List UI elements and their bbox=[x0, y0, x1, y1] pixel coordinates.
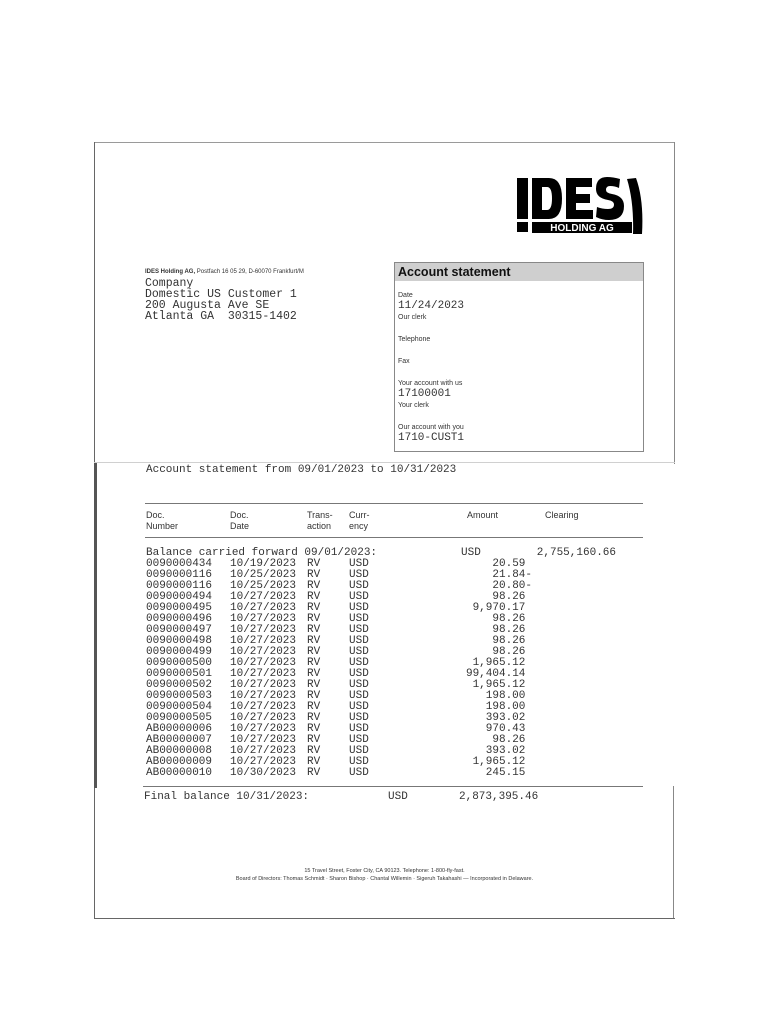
row-doc-number: 0090000503 bbox=[146, 690, 213, 702]
row-currency: USD bbox=[349, 646, 369, 658]
statement-info-box bbox=[394, 262, 644, 452]
row-doc-number: 0090000497 bbox=[146, 624, 213, 636]
row-doc-number: AB00000009 bbox=[146, 756, 213, 768]
row-doc-number: 0090000501 bbox=[146, 668, 213, 680]
row-doc-number: 0090000116 bbox=[146, 580, 213, 592]
col-currency bbox=[349, 510, 370, 532]
row-doc-number: 0090000495 bbox=[146, 602, 213, 614]
row-amount: 20.80- bbox=[492, 580, 532, 592]
balance-forward-amount: 2,755,160.66 bbox=[536, 547, 616, 559]
row-doc-number: 0090000505 bbox=[146, 712, 213, 724]
row-currency: USD bbox=[349, 635, 369, 647]
final-balance-label: Final balance 10/31/2023: bbox=[144, 791, 310, 803]
row-doc-number: 0090000496 bbox=[146, 613, 213, 625]
row-doc-date: 10/27/2023 bbox=[230, 745, 297, 757]
page-border-left-accent bbox=[94, 462, 97, 788]
row-amount: 98.26 bbox=[492, 646, 532, 658]
row-currency: USD bbox=[349, 657, 369, 669]
sender-line bbox=[145, 269, 304, 275]
row-currency: USD bbox=[349, 613, 369, 625]
row-transaction: RV bbox=[307, 602, 321, 614]
row-currency: USD bbox=[349, 723, 369, 735]
row-amount: 198.00 bbox=[485, 690, 532, 702]
statement-period: Account statement from 09/01/2023 to 10/31/2023 bbox=[146, 464, 457, 476]
row-transaction: RV bbox=[307, 723, 321, 735]
row-currency: USD bbox=[349, 591, 369, 603]
balance-forward-currency: USD bbox=[461, 547, 481, 559]
row-doc-number: 0090000498 bbox=[146, 635, 213, 647]
our-account-label: Our account with you bbox=[398, 424, 464, 431]
row-currency: USD bbox=[349, 745, 369, 757]
row-doc-number: 0090000116 bbox=[146, 569, 213, 581]
final-balance bbox=[144, 791, 564, 803]
row-amount: 198.00 bbox=[485, 701, 532, 713]
col-doc-number-line1: Doc. bbox=[146, 510, 165, 520]
row-amount: 98.26 bbox=[492, 624, 532, 636]
row-currency: USD bbox=[349, 690, 369, 702]
row-transaction: RV bbox=[307, 635, 321, 647]
row-amount: 393.02 bbox=[485, 745, 532, 757]
row-doc-date: 10/27/2023 bbox=[230, 690, 297, 702]
row-amount: 9,970.17 bbox=[472, 602, 532, 614]
col-clearing: Clearing bbox=[545, 510, 579, 520]
row-amount: 1,965.12 bbox=[472, 679, 532, 691]
balance-forward-label: Balance carried forward 09/01/2023: bbox=[146, 547, 378, 559]
col-doc-number-line2: Number bbox=[146, 521, 179, 531]
row-transaction: RV bbox=[307, 712, 321, 724]
page-border-right-lower bbox=[673, 786, 674, 919]
row-doc-date: 10/27/2023 bbox=[230, 657, 297, 669]
row-doc-date: 10/27/2023 bbox=[230, 734, 297, 746]
row-doc-number: 0090000504 bbox=[146, 701, 213, 713]
row-amount: 1,965.12 bbox=[472, 756, 532, 768]
col-doc-date-line2: Date bbox=[230, 521, 250, 531]
row-currency: USD bbox=[349, 580, 369, 592]
telephone-label: Telephone bbox=[398, 336, 431, 343]
row-transaction: RV bbox=[307, 668, 321, 680]
row-amount: 99,404.14 bbox=[465, 668, 532, 680]
row-doc-number: 0090000500 bbox=[146, 657, 213, 669]
footer bbox=[94, 867, 675, 883]
final-balance-rule bbox=[143, 786, 643, 787]
row-doc-date: 10/25/2023 bbox=[230, 580, 297, 592]
row-transaction: RV bbox=[307, 701, 321, 713]
row-currency: USD bbox=[349, 679, 369, 691]
row-transaction: RV bbox=[307, 756, 321, 768]
row-amount: 98.26 bbox=[492, 613, 532, 625]
row-transaction: RV bbox=[307, 558, 321, 570]
row-doc-date: 10/27/2023 bbox=[230, 613, 297, 625]
recipient-address bbox=[145, 278, 297, 322]
row-amount: 98.26 bbox=[492, 734, 532, 746]
row-transaction: RV bbox=[307, 646, 321, 658]
row-transaction: RV bbox=[307, 657, 321, 669]
recipient-line: Domestic US Customer 1 bbox=[145, 288, 297, 301]
page-border-right bbox=[674, 142, 675, 464]
footer-directors: Board of Directors: Thomas Schmidt · Sharon Bishop · Chantal Willemin · Sigeruh Takahashi — Incorporated in Delaware. bbox=[235, 876, 534, 882]
your-account-value: 17100001 bbox=[398, 388, 451, 400]
row-transaction: RV bbox=[307, 624, 321, 636]
row-doc-number: 0090000494 bbox=[146, 591, 213, 603]
our-clerk-label: Our clerk bbox=[398, 314, 427, 321]
row-doc-date: 10/30/2023 bbox=[230, 767, 297, 779]
page-border-top bbox=[94, 142, 675, 143]
row-doc-number: AB00000007 bbox=[146, 734, 213, 746]
col-transaction-line2: action bbox=[307, 521, 332, 531]
row-transaction: RV bbox=[307, 679, 321, 691]
final-balance-currency: USD bbox=[388, 791, 408, 803]
col-transaction-line1: Trans- bbox=[307, 510, 333, 520]
row-doc-date: 10/27/2023 bbox=[230, 701, 297, 713]
svg-text:HOLDING AG: HOLDING AG bbox=[550, 223, 614, 234]
fax-label: Fax bbox=[398, 358, 410, 365]
col-doc-date bbox=[230, 510, 249, 532]
your-account-label: Your account with us bbox=[398, 380, 463, 387]
row-doc-date: 10/27/2023 bbox=[230, 756, 297, 768]
row-transaction: RV bbox=[307, 767, 321, 779]
row-doc-number: AB00000006 bbox=[146, 723, 213, 735]
row-currency: USD bbox=[349, 668, 369, 680]
sender-company: IDES Holding AG, bbox=[145, 269, 196, 275]
row-currency: USD bbox=[349, 624, 369, 636]
recipient-line: 200 Augusta Ave SE bbox=[145, 299, 270, 312]
row-doc-date: 10/27/2023 bbox=[230, 646, 297, 658]
row-doc-date: 10/25/2023 bbox=[230, 569, 297, 581]
row-transaction: RV bbox=[307, 569, 321, 581]
row-amount: 20.59 bbox=[492, 558, 532, 570]
footer-address: 15 Travel Street, Foster City, CA 90123. Telephone: 1-800-fly-fast. bbox=[304, 868, 465, 874]
row-doc-date: 10/27/2023 bbox=[230, 712, 297, 724]
row-currency: USD bbox=[349, 569, 369, 581]
row-transaction: RV bbox=[307, 734, 321, 746]
row-transaction: RV bbox=[307, 613, 321, 625]
sender-address: Postfach 16 05 29, D-60070 Frankfurt/M bbox=[196, 269, 304, 275]
final-balance-amount: 2,873,395.46 bbox=[459, 791, 539, 803]
statement-box-title: Account statement bbox=[395, 263, 643, 281]
date-value: 11/24/2023 bbox=[398, 300, 465, 312]
row-doc-date: 10/27/2023 bbox=[230, 723, 297, 735]
row-currency: USD bbox=[349, 602, 369, 614]
row-doc-number: 0090000499 bbox=[146, 646, 213, 658]
row-doc-date: 10/27/2023 bbox=[230, 602, 297, 614]
row-amount: 98.26 bbox=[492, 635, 532, 647]
date-label: Date bbox=[398, 292, 413, 299]
row-doc-number: 0090000434 bbox=[146, 558, 213, 570]
col-doc-date-line1: Doc. bbox=[230, 510, 249, 520]
row-transaction: RV bbox=[307, 690, 321, 702]
row-amount: 98.26 bbox=[492, 591, 532, 603]
row-currency: USD bbox=[349, 712, 369, 724]
row-doc-date: 10/27/2023 bbox=[230, 679, 297, 691]
row-doc-number: AB00000010 bbox=[146, 767, 213, 779]
row-doc-date: 10/27/2023 bbox=[230, 635, 297, 647]
row-currency: USD bbox=[349, 734, 369, 746]
recipient-line: Company bbox=[145, 277, 194, 290]
row-transaction: RV bbox=[307, 745, 321, 757]
page-border-bottom bbox=[94, 918, 675, 919]
table-header-rule-top bbox=[145, 503, 643, 504]
col-amount: Amount bbox=[467, 510, 499, 520]
row-currency: USD bbox=[349, 756, 369, 768]
row-doc-date: 10/27/2023 bbox=[230, 624, 297, 636]
col-transaction bbox=[307, 510, 333, 532]
table-header-rule-bottom bbox=[145, 537, 643, 538]
our-account-value: 1710-CUST1 bbox=[398, 432, 465, 444]
row-amount: 21.84- bbox=[492, 569, 532, 581]
row-doc-number: 0090000502 bbox=[146, 679, 213, 691]
balance-carried-forward bbox=[146, 547, 626, 559]
row-transaction: RV bbox=[307, 580, 321, 592]
row-currency: USD bbox=[349, 767, 369, 779]
row-currency: USD bbox=[349, 558, 369, 570]
table-row bbox=[146, 768, 536, 779]
ides-logo bbox=[516, 176, 644, 236]
row-amount: 970.43 bbox=[485, 723, 532, 735]
recipient-line: Atlanta GA 30315-1402 bbox=[145, 310, 297, 323]
row-transaction: RV bbox=[307, 591, 321, 603]
row-doc-number: AB00000008 bbox=[146, 745, 213, 757]
row-amount: 245.15 bbox=[485, 767, 532, 779]
row-doc-date: 10/27/2023 bbox=[230, 668, 297, 680]
row-doc-date: 10/27/2023 bbox=[230, 591, 297, 603]
row-currency: USD bbox=[349, 701, 369, 713]
row-amount: 393.02 bbox=[485, 712, 532, 724]
row-amount: 1,965.12 bbox=[472, 657, 532, 669]
your-clerk-label: Your clerk bbox=[398, 402, 429, 409]
col-currency-line1: Curr- bbox=[349, 510, 370, 520]
col-doc-number bbox=[146, 510, 178, 532]
col-currency-line2: ency bbox=[349, 521, 369, 531]
row-doc-date: 10/19/2023 bbox=[230, 558, 297, 570]
section-divider bbox=[94, 462, 675, 463]
